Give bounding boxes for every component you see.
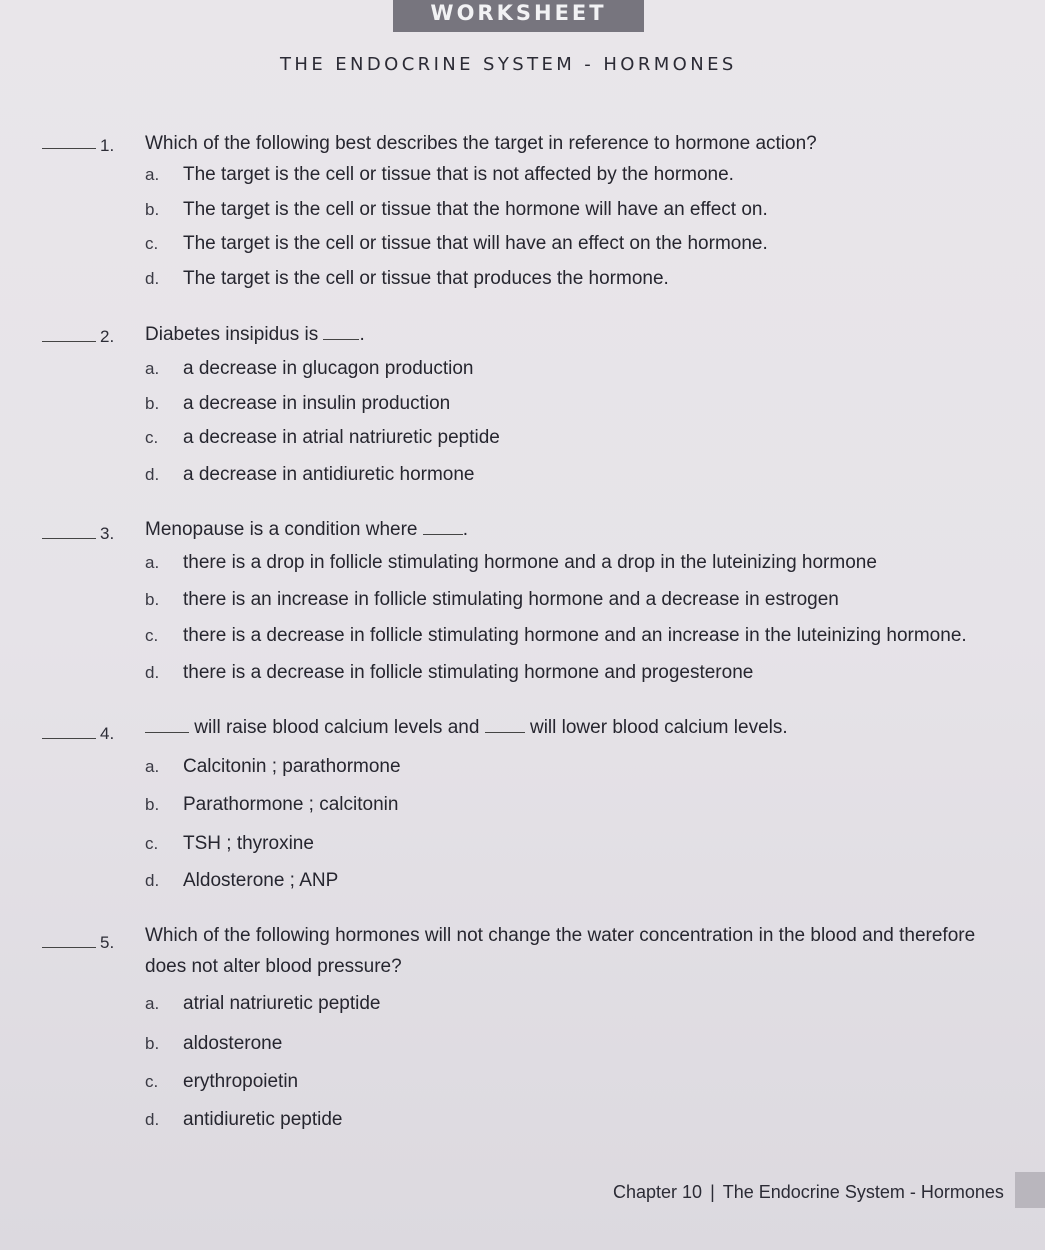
option-d bbox=[145, 1109, 343, 1131]
option-text: atrial natriuretic peptide bbox=[183, 993, 381, 1014]
option-letter: a. bbox=[145, 165, 160, 184]
question-number: 3. bbox=[100, 524, 115, 543]
option-d bbox=[145, 662, 753, 684]
option-letter: d. bbox=[145, 269, 160, 288]
question-stem bbox=[145, 712, 788, 743]
option-a bbox=[145, 552, 877, 574]
option-a bbox=[145, 358, 473, 380]
option-letter: d. bbox=[145, 871, 160, 890]
inline-blank[interactable] bbox=[485, 718, 525, 733]
option-text: Parathormone ; calcitonin bbox=[183, 794, 399, 815]
option-letter: c. bbox=[145, 428, 159, 447]
inline-blank[interactable] bbox=[423, 520, 463, 535]
stem-end: . bbox=[462, 519, 469, 540]
option-letter: c. bbox=[145, 626, 159, 645]
option-text: erythropoietin bbox=[183, 1071, 299, 1092]
question-number: 1. bbox=[100, 136, 115, 155]
option-text: Calcitonin ; parathormone bbox=[183, 756, 401, 777]
page-footer bbox=[613, 1182, 1004, 1203]
footer-separator: | bbox=[710, 1182, 715, 1202]
question-stem: Which of the following best describes the target in reference to hormone action? bbox=[145, 133, 817, 154]
option-text: a decrease in insulin production bbox=[183, 393, 451, 414]
inline-blank[interactable] bbox=[323, 325, 359, 340]
stem-text: Diabetes insipidus is bbox=[145, 324, 319, 345]
option-text: there is a drop in follicle stimulating hormone and a drop in the luteinizing hormone bbox=[183, 552, 877, 573]
option-text: The target is the cell or tissue that will have an effect on the hormone. bbox=[183, 233, 768, 254]
stem-text-part1: will raise blood calcium levels and bbox=[194, 717, 480, 738]
option-text: a decrease in atrial natriuretic peptide bbox=[183, 427, 500, 448]
question-number: 2. bbox=[100, 327, 115, 346]
option-text: a decrease in antidiuretic hormone bbox=[183, 464, 475, 485]
option-text: there is a decrease in follicle stimulating hormone and an increase in the luteinizing hormone. bbox=[183, 625, 967, 646]
option-c bbox=[145, 833, 314, 855]
option-d bbox=[145, 870, 338, 892]
option-d bbox=[145, 464, 475, 486]
stem-text: Menopause is a condition where bbox=[145, 519, 418, 540]
option-letter: d. bbox=[145, 663, 160, 682]
option-a bbox=[145, 756, 401, 778]
option-text: there is a decrease in follicle stimulating hormone and progesterone bbox=[183, 662, 754, 683]
page-edge-tab bbox=[1015, 1172, 1045, 1208]
option-letter: b. bbox=[145, 1034, 160, 1053]
option-c bbox=[145, 427, 500, 449]
answer-blank-1[interactable] bbox=[42, 148, 96, 149]
option-c bbox=[145, 625, 967, 647]
option-letter: b. bbox=[145, 795, 160, 814]
option-b bbox=[145, 199, 768, 221]
option-a bbox=[145, 164, 734, 186]
option-text: The target is the cell or tissue that produces the hormone. bbox=[183, 268, 669, 289]
option-letter: c. bbox=[145, 234, 159, 253]
option-letter: c. bbox=[145, 1072, 159, 1091]
footer-chapter: Chapter 10 bbox=[613, 1182, 703, 1202]
worksheet-banner: WORKSHEET bbox=[393, 0, 644, 32]
question-number: 5. bbox=[100, 933, 115, 952]
answer-blank-4[interactable] bbox=[42, 738, 96, 739]
option-b bbox=[145, 589, 839, 611]
option-letter: a. bbox=[145, 757, 160, 776]
footer-title: The Endocrine System - Hormones bbox=[722, 1182, 1004, 1202]
option-text: Aldosterone ; ANP bbox=[183, 870, 339, 891]
option-c bbox=[145, 233, 768, 255]
option-d bbox=[145, 268, 669, 290]
option-a bbox=[145, 993, 381, 1015]
option-text: a decrease in glucagon production bbox=[183, 358, 474, 379]
option-text: The target is the cell or tissue that the hormone will have an effect on. bbox=[183, 199, 768, 220]
option-text: there is an increase in follicle stimulating hormone and a decrease in estrogen bbox=[183, 589, 839, 610]
option-text: The target is the cell or tissue that is not affected by the hormone. bbox=[183, 164, 734, 185]
option-letter: a. bbox=[145, 553, 160, 572]
option-b bbox=[145, 393, 450, 415]
option-letter: b. bbox=[145, 590, 160, 609]
option-c bbox=[145, 1071, 298, 1093]
stem-text-part2: will lower blood calcium levels. bbox=[529, 717, 788, 738]
option-text: antidiuretic peptide bbox=[183, 1109, 343, 1130]
question-number: 4. bbox=[100, 724, 115, 743]
stem-end: . bbox=[359, 324, 365, 345]
page-title: THE ENDOCRINE SYSTEM - HORMONES bbox=[280, 54, 737, 75]
option-letter: d. bbox=[145, 465, 160, 484]
option-text: aldosterone bbox=[183, 1033, 283, 1054]
option-letter: c. bbox=[145, 834, 159, 853]
answer-blank-5[interactable] bbox=[42, 947, 96, 948]
question-stem bbox=[145, 514, 468, 545]
answer-blank-2[interactable] bbox=[42, 341, 96, 342]
option-letter: a. bbox=[145, 359, 160, 378]
question-stem bbox=[145, 319, 365, 350]
option-text: TSH ; thyroxine bbox=[183, 833, 314, 854]
option-letter: b. bbox=[145, 394, 160, 413]
option-b bbox=[145, 794, 398, 816]
option-letter: d. bbox=[145, 1110, 160, 1129]
option-letter: a. bbox=[145, 994, 160, 1013]
answer-blank-3[interactable] bbox=[42, 538, 96, 539]
inline-blank[interactable] bbox=[145, 718, 189, 733]
option-letter: b. bbox=[145, 200, 160, 219]
question-stem: Which of the following hormones will not change the water concentration in the blood and therefore does not alter blood pressure? bbox=[145, 925, 976, 977]
option-b bbox=[145, 1033, 282, 1055]
